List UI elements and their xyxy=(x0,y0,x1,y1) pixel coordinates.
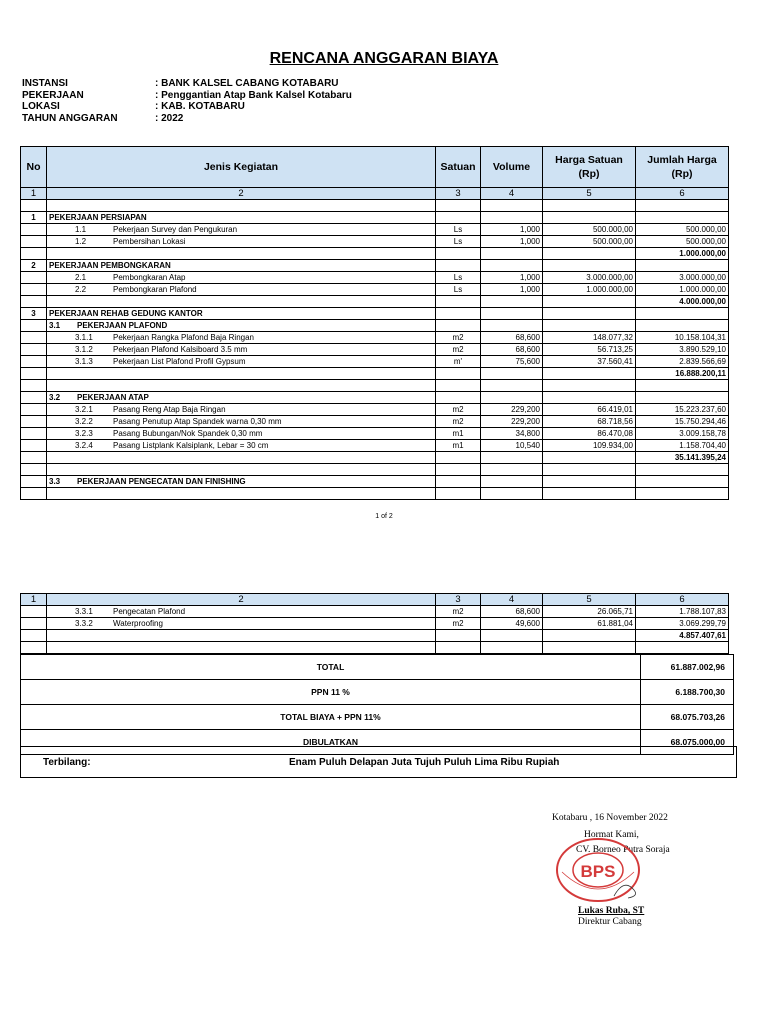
item-harga: 66.419,01 xyxy=(543,404,636,416)
item-jumlah: 2.839.566,69 xyxy=(636,356,729,368)
item-desc: Pembersihan Lokasi xyxy=(113,236,186,246)
document-title: RENCANA ANGGARAN BIAYA xyxy=(269,50,499,67)
item-no: 1.2 xyxy=(75,236,87,246)
item-volume: 34,800 xyxy=(481,428,543,440)
meta-value-instansi: : BANK KALSEL CABANG KOTABARU xyxy=(155,78,339,89)
section-row xyxy=(21,308,729,320)
item-volume: 1,000 xyxy=(481,224,543,236)
item-harga: 56.713,25 xyxy=(543,344,636,356)
budget-table-page2 xyxy=(20,593,729,654)
table-row xyxy=(21,356,729,368)
item-desc: Pekerjaan Survey dan Pengukuran xyxy=(113,224,238,234)
item-jumlah: 1.000.000,00 xyxy=(636,284,729,296)
item-jumlah: 15.223.237,60 xyxy=(636,404,729,416)
col-number: 1 xyxy=(21,188,47,200)
company-name: CV. Borneo Putra Soraja xyxy=(576,845,670,855)
budget-table-page1 xyxy=(20,146,729,500)
section-title: PEKERJAAN REHAB GEDUNG KANTOR xyxy=(47,308,436,320)
table-row xyxy=(21,428,729,440)
item-no: 2.1 xyxy=(75,272,87,282)
item-volume: 49,600 xyxy=(481,618,543,630)
section-row xyxy=(21,260,729,272)
col-number: 6 xyxy=(636,594,729,606)
section-title: PEKERJAAN PEMBONGKARAN xyxy=(47,260,436,272)
item-jumlah: 500.000,00 xyxy=(636,224,729,236)
section-no: 1 xyxy=(21,212,47,224)
item-harga: 1.000.000,00 xyxy=(543,284,636,296)
col-number: 4 xyxy=(481,594,543,606)
summary-label: DIBULATKAN xyxy=(21,730,641,755)
header-volume: Volume xyxy=(481,147,543,188)
section-no: 2 xyxy=(21,260,47,272)
greeting: Hormat Kami, xyxy=(584,830,639,840)
table-row xyxy=(21,284,729,296)
summary-row xyxy=(21,655,734,680)
item-harga: 500.000,00 xyxy=(543,236,636,248)
header-no: No xyxy=(21,147,47,188)
subtotal-value: 16.888.200,11 xyxy=(636,368,729,380)
item-volume: 229,200 xyxy=(481,416,543,428)
summary-label: TOTAL BIAYA + PPN 11% xyxy=(21,705,641,730)
item-volume: 1,000 xyxy=(481,284,543,296)
item-desc: Pasang Reng Atap Baja Ringan xyxy=(113,404,226,414)
item-satuan: m2 xyxy=(436,618,481,630)
subsection-title: PEKERJAAN PLAFOND xyxy=(77,320,168,330)
item-volume: 68,600 xyxy=(481,344,543,356)
terbilang-box xyxy=(20,746,737,778)
item-no: 3.2.3 xyxy=(75,428,93,438)
item-satuan: m2 xyxy=(436,344,481,356)
item-desc: Pasang Bubungan/Nok Spandek 0,30 mm xyxy=(113,428,263,438)
meta-label-lokasi: LOKASI xyxy=(22,101,60,112)
item-satuan: Ls xyxy=(436,236,481,248)
item-no: 3.2.2 xyxy=(75,416,93,426)
header-satuan: Satuan xyxy=(436,147,481,188)
meta-label-instansi: INSTANSI xyxy=(22,78,68,89)
col-number: 3 xyxy=(436,188,481,200)
signer-name: Lukas Ruba, ST xyxy=(578,906,645,916)
col-number: 1 xyxy=(21,594,47,606)
table-row xyxy=(21,440,729,452)
place-date: Kotabaru , 16 November 2022 xyxy=(552,813,668,823)
page-number: 1 of 2 xyxy=(375,513,393,520)
summary-label: PPN 11 % xyxy=(21,680,641,705)
subtotal-row xyxy=(21,368,729,380)
item-no: 3.1.2 xyxy=(75,344,93,354)
item-jumlah: 3.000.000,00 xyxy=(636,272,729,284)
item-desc: Pekerjaan Plafond Kalsiboard 3.5 mm xyxy=(113,344,248,354)
item-volume: 75,600 xyxy=(481,356,543,368)
col-number: 4 xyxy=(481,188,543,200)
item-no: 3.2.4 xyxy=(75,440,93,450)
item-volume: 1,000 xyxy=(481,272,543,284)
subsection-row xyxy=(21,320,729,332)
subtotal-row xyxy=(21,248,729,260)
item-jumlah: 3.009.158,78 xyxy=(636,428,729,440)
item-harga: 37.560,41 xyxy=(543,356,636,368)
section-no: 3 xyxy=(21,308,47,320)
item-satuan: m2 xyxy=(436,416,481,428)
subtotal-value: 4.857.407,61 xyxy=(636,630,729,642)
item-volume: 1,000 xyxy=(481,236,543,248)
item-volume: 68,600 xyxy=(481,332,543,344)
header-jumlah-harga: Jumlah Harga (Rp) xyxy=(636,147,729,188)
col-number: 6 xyxy=(636,188,729,200)
item-volume: 68,600 xyxy=(481,606,543,618)
meta-label-pekerjaan: PEKERJAAN xyxy=(22,89,84,101)
table-row xyxy=(21,332,729,344)
item-no: 3.3.1 xyxy=(75,606,93,616)
subsection-no: 3.2 xyxy=(49,392,61,402)
table-row xyxy=(21,236,729,248)
empty-row xyxy=(21,642,729,654)
item-no: 2.2 xyxy=(75,284,87,294)
meta-value-pekerjaan: : Penggantian Atap Bank Kalsel Kotabaru xyxy=(155,89,352,101)
subsection-no: 3.1 xyxy=(49,320,61,330)
col-number: 5 xyxy=(543,594,636,606)
subtotal-row xyxy=(21,630,729,642)
item-no: 3.1.3 xyxy=(75,356,93,366)
item-desc: Pasang Penutup Atap Spandek warna 0,30 mm xyxy=(113,416,282,426)
item-volume: 10,540 xyxy=(481,440,543,452)
item-jumlah: 10.158.104,31 xyxy=(636,332,729,344)
column-number-row xyxy=(21,594,729,606)
terbilang-value: Enam Puluh Delapan Juta Tujuh Puluh Lima Ribu Rupiah xyxy=(289,757,560,768)
summary-value: 68.075.703,26 xyxy=(641,705,734,730)
subsection-no: 3.3 xyxy=(49,476,61,486)
item-jumlah: 15.750.294,46 xyxy=(636,416,729,428)
summary-row xyxy=(21,705,734,730)
item-harga: 109.934,00 xyxy=(543,440,636,452)
item-satuan: m1 xyxy=(436,440,481,452)
subtotal-value: 4.000.000,00 xyxy=(636,296,729,308)
item-satuan: Ls xyxy=(436,284,481,296)
table-row xyxy=(21,344,729,356)
empty-row xyxy=(21,380,729,392)
item-desc: Pasang Listplank Kalsiplank, Lebar = 30 cm xyxy=(113,440,269,450)
summary-label: TOTAL xyxy=(21,655,641,680)
subtotal-value: 35.141.395,24 xyxy=(636,452,729,464)
item-satuan: m1 xyxy=(436,428,481,440)
table-row xyxy=(21,618,729,630)
empty-row xyxy=(21,200,729,212)
subtotal-row xyxy=(21,452,729,464)
item-desc: Pembongkaran Plafond xyxy=(113,284,197,294)
section-row xyxy=(21,212,729,224)
subsection-row xyxy=(21,476,729,488)
column-number-row xyxy=(21,188,729,200)
item-jumlah: 500.000,00 xyxy=(636,236,729,248)
col-number: 5 xyxy=(543,188,636,200)
summary-table xyxy=(20,654,734,755)
table-row xyxy=(21,404,729,416)
item-satuan: m' xyxy=(436,356,481,368)
stamp-text: BPS xyxy=(580,862,616,881)
col-number: 2 xyxy=(47,594,436,606)
item-no: 3.3.2 xyxy=(75,618,93,628)
item-harga: 68.718,56 xyxy=(543,416,636,428)
subsection-title: PEKERJAAN ATAP xyxy=(77,392,149,402)
item-satuan: Ls xyxy=(436,224,481,236)
table-row xyxy=(21,416,729,428)
summary-value: 61.887.002,96 xyxy=(641,655,734,680)
item-harga: 26.065,71 xyxy=(543,606,636,618)
item-desc: Pekerjaan List Plafond Profil Gypsum xyxy=(113,356,246,366)
item-harga: 500.000,00 xyxy=(543,224,636,236)
summary-value: 68.075.000,00 xyxy=(641,730,734,755)
empty-row xyxy=(21,464,729,476)
item-jumlah: 1.158.704,40 xyxy=(636,440,729,452)
item-desc: Pembongkaran Atap xyxy=(113,272,186,282)
item-desc: Waterproofing xyxy=(113,618,163,628)
section-title: PEKERJAAN PERSIAPAN xyxy=(47,212,436,224)
item-satuan: Ls xyxy=(436,272,481,284)
item-jumlah: 3.890.529,10 xyxy=(636,344,729,356)
item-satuan: m2 xyxy=(436,606,481,618)
col-number: 3 xyxy=(436,594,481,606)
item-jumlah: 3.069.299,79 xyxy=(636,618,729,630)
summary-row xyxy=(21,680,734,705)
summary-value: 6.188.700,30 xyxy=(641,680,734,705)
terbilang-label: Terbilang: xyxy=(43,757,91,768)
item-harga: 86.470,08 xyxy=(543,428,636,440)
meta-value-lokasi: : KAB. KOTABARU xyxy=(155,101,245,112)
item-no: 1.1 xyxy=(75,224,87,234)
item-no: 3.1.1 xyxy=(75,332,93,342)
item-harga: 61.881,04 xyxy=(543,618,636,630)
empty-row xyxy=(21,488,729,500)
table-row xyxy=(21,606,729,618)
item-harga: 3.000.000,00 xyxy=(543,272,636,284)
meta-value-tahun: : 2022 xyxy=(155,112,184,124)
header-jenis-kegiatan: Jenis Kegiatan xyxy=(47,147,436,188)
meta-label-tahun: TAHUN ANGGARAN xyxy=(22,112,118,124)
table-header xyxy=(21,147,729,188)
table-row xyxy=(21,272,729,284)
subtotal-row xyxy=(21,296,729,308)
company-stamp xyxy=(554,836,642,904)
item-volume: 229,200 xyxy=(481,404,543,416)
table-row xyxy=(21,224,729,236)
item-no: 3.2.1 xyxy=(75,404,93,414)
signer-position: Direktur Cabang xyxy=(578,917,642,927)
subtotal-value: 1.000.000,00 xyxy=(636,248,729,260)
header-harga-satuan: Harga Satuan (Rp) xyxy=(543,147,636,188)
item-jumlah: 1.788.107,83 xyxy=(636,606,729,618)
subsection-title: PEKERJAAN PENGECATAN DAN FINISHING xyxy=(77,476,246,486)
subsection-row xyxy=(21,392,729,404)
item-desc: Pekerjaan Rangka Plafond Baja Ringan xyxy=(113,332,254,342)
item-satuan: m2 xyxy=(436,404,481,416)
item-satuan: m2 xyxy=(436,332,481,344)
item-harga: 148.077,32 xyxy=(543,332,636,344)
item-desc: Pengecatan Plafond xyxy=(113,606,186,616)
col-number: 2 xyxy=(47,188,436,200)
